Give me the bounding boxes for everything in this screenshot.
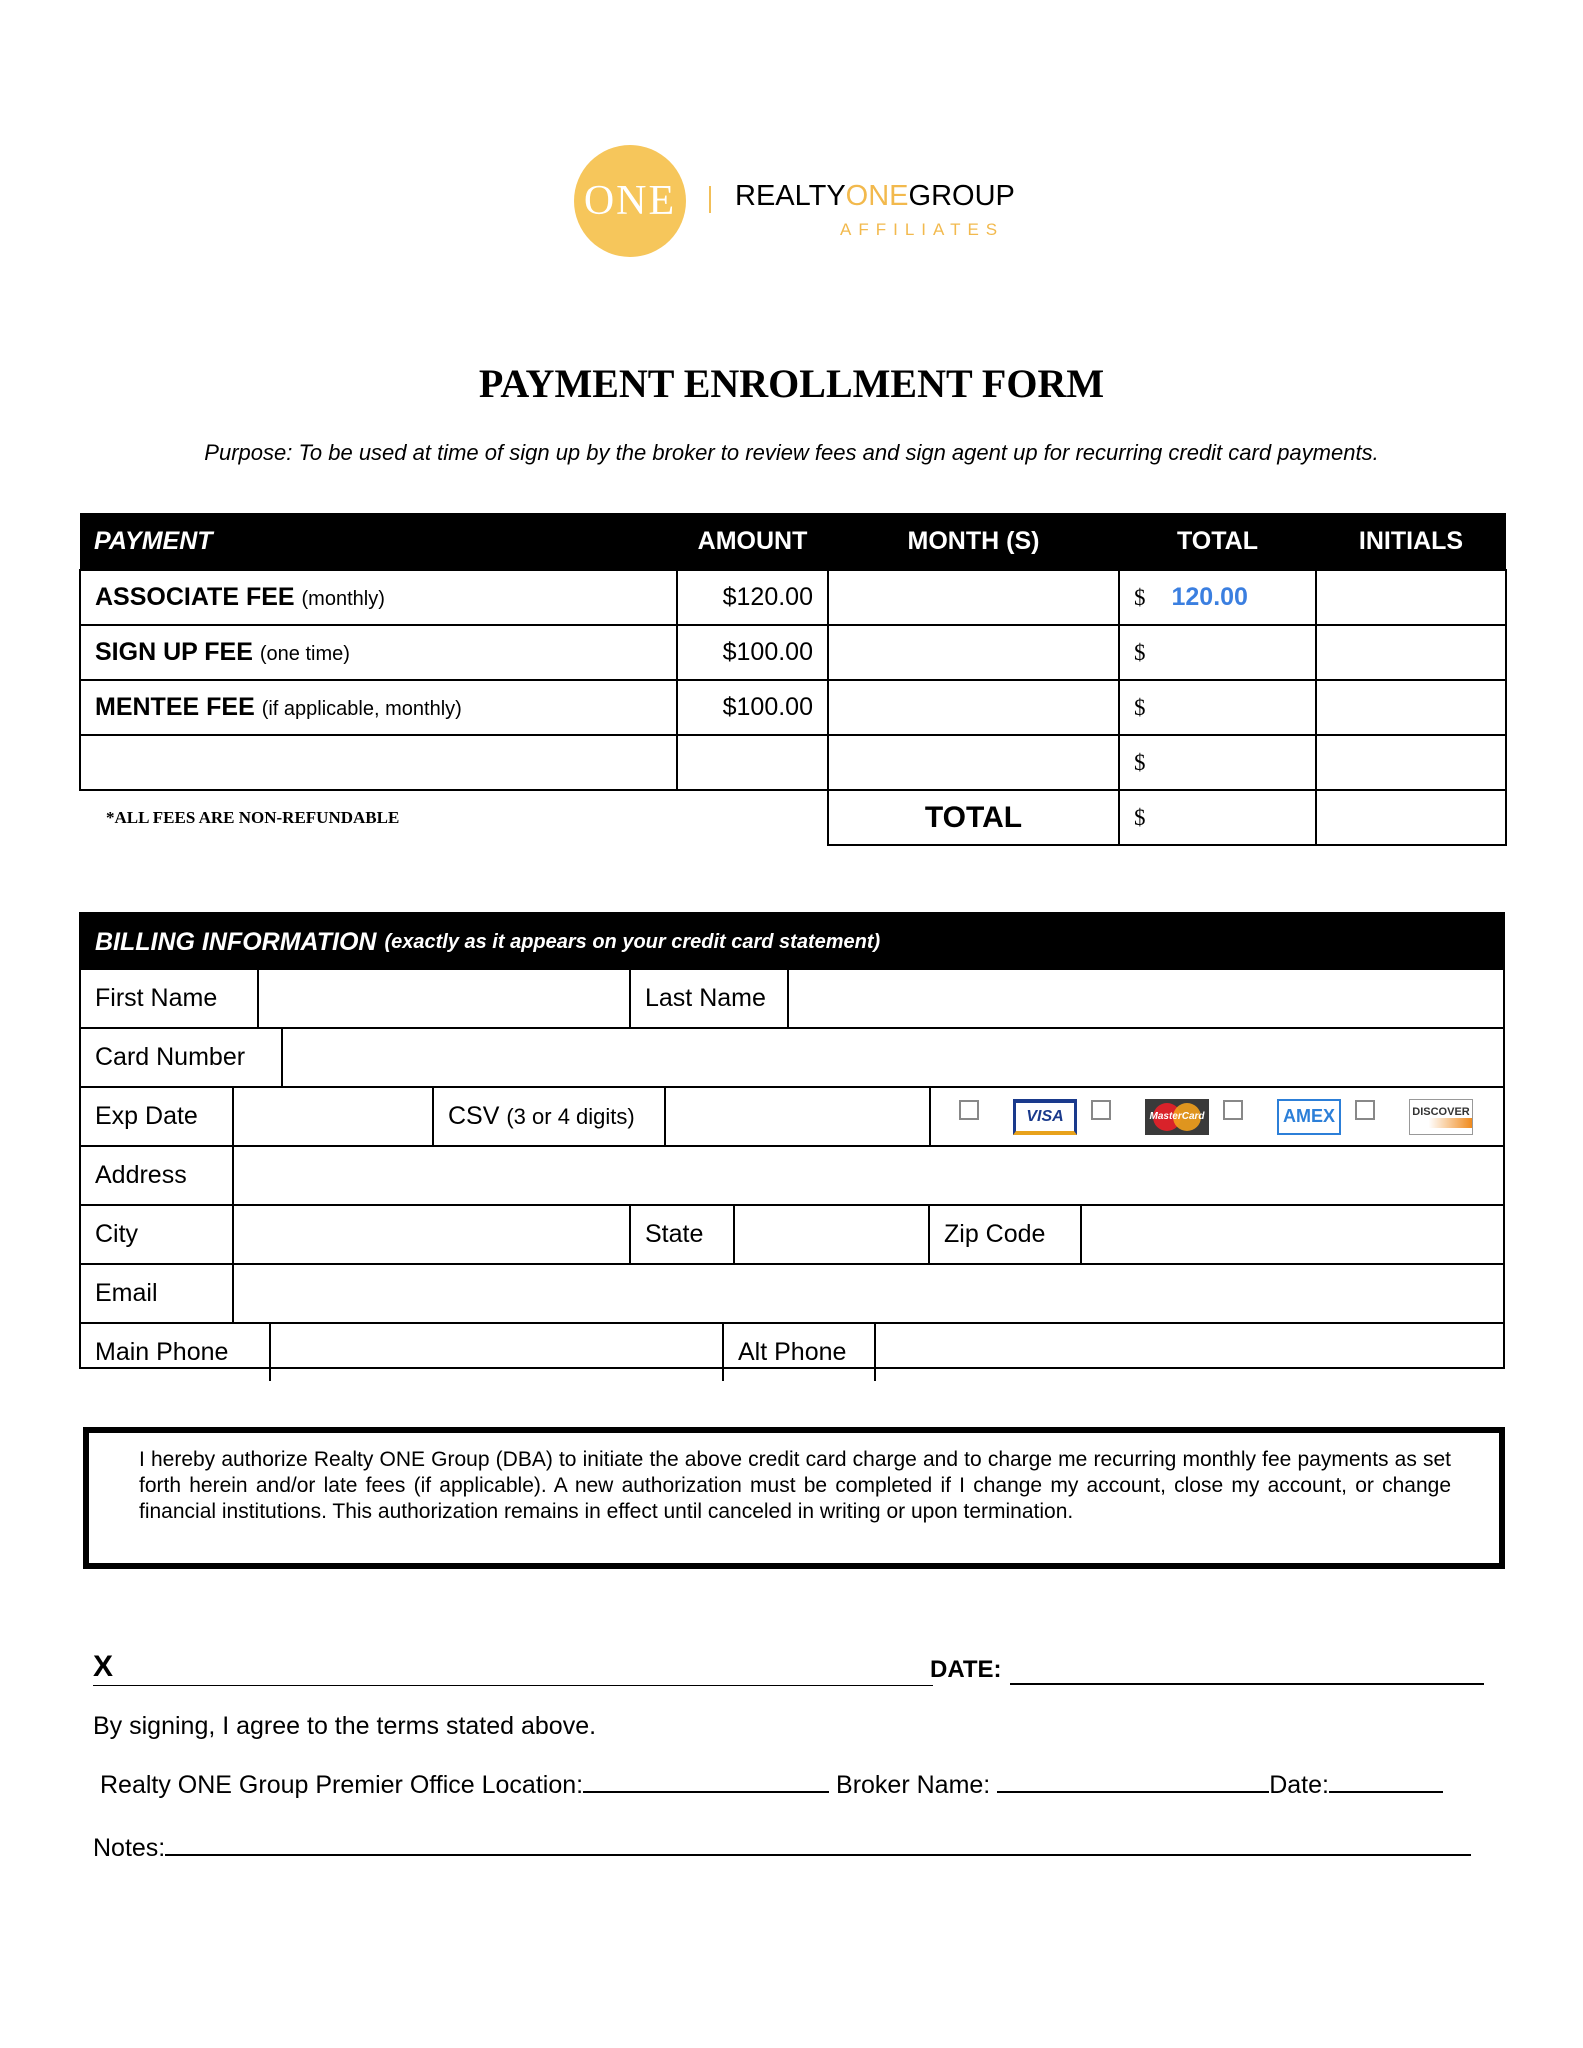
address-field[interactable] [234, 1147, 1503, 1204]
first-name-label: First Name [95, 984, 218, 1012]
initials-field[interactable] [1316, 680, 1506, 735]
initials-field[interactable] [1316, 570, 1506, 625]
zip-code-label: Zip Code [944, 1220, 1046, 1248]
table-row [80, 680, 1506, 735]
broker-name-field[interactable] [997, 1769, 1269, 1793]
header-initials: INITIALS [1316, 513, 1506, 570]
fee-label: SIGN UP FEE (one time) [80, 625, 677, 680]
billing-row-phone [81, 1322, 1503, 1381]
fee-amount: $100.00 [677, 625, 828, 680]
discover-logo-icon: DISCOVER [1409, 1099, 1473, 1135]
fee-label: MENTEE FEE (if applicable, monthly) [80, 680, 677, 735]
city-field[interactable] [234, 1206, 629, 1263]
main-phone-field[interactable] [271, 1324, 722, 1381]
address-label: Address [95, 1161, 187, 1189]
months-field[interactable] [828, 570, 1119, 625]
email-field[interactable] [234, 1265, 1503, 1322]
months-field[interactable] [828, 625, 1119, 680]
grand-total-label: TOTAL [828, 790, 1119, 845]
billing-title: BILLING INFORMATION [95, 927, 377, 956]
email-label: Email [95, 1279, 158, 1307]
notes-label: Notes: [93, 1834, 166, 1862]
city-label: City [95, 1220, 139, 1248]
csv-label: CSV (3 or 4 digits) [448, 1102, 635, 1130]
csv-field[interactable] [666, 1088, 929, 1145]
visa-checkbox[interactable] [959, 1100, 979, 1120]
initials-field[interactable] [1316, 625, 1506, 680]
billing-header [81, 914, 1503, 970]
card-type-options [959, 1088, 1487, 1145]
company-logo [530, 120, 1070, 270]
logo-subtitle: AFFILIATES [840, 220, 1005, 239]
logo-separator [709, 186, 711, 213]
logo-mark: ONE [574, 145, 686, 257]
header-payment: PAYMENT [80, 513, 677, 570]
fee-amount-field[interactable] [677, 735, 828, 790]
billing-row-exp [81, 1086, 1503, 1145]
visa-logo-icon: VISA [1013, 1099, 1077, 1135]
card-number-label: Card Number [95, 1043, 246, 1071]
total-field[interactable]: $ [1119, 680, 1316, 735]
office-broker-line [100, 1769, 1443, 1800]
initials-field[interactable] [1316, 735, 1506, 790]
broker-date-field[interactable] [1329, 1769, 1443, 1793]
broker-name-label: Broker Name: [836, 1771, 991, 1799]
billing-subtitle: (exactly as it appears on your credit card statement) [384, 930, 881, 953]
state-field[interactable] [735, 1206, 928, 1263]
amex-checkbox[interactable] [1223, 1100, 1243, 1120]
billing-row-name [81, 970, 1503, 1027]
grand-total-initials-field[interactable] [1316, 790, 1506, 845]
fee-label-field[interactable] [80, 735, 677, 790]
broker-date-label: Date: [1269, 1771, 1329, 1799]
office-location-label: Realty ONE Group Premier Office Location: [100, 1771, 584, 1799]
agreement-text: By signing, I agree to the terms stated above. [93, 1712, 597, 1740]
amex-logo-icon: AMEX [1277, 1099, 1341, 1135]
table-row [80, 570, 1506, 625]
card-number-field[interactable] [283, 1029, 1503, 1086]
purpose-text: Purpose: To be used at time of sign up by the broker to review fees and sign agent up for recurring credit card payments. [204, 440, 1379, 465]
table-row [80, 735, 1506, 790]
months-field[interactable] [828, 680, 1119, 735]
total-field[interactable]: $ [1119, 625, 1316, 680]
billing-row-city [81, 1204, 1503, 1263]
fee-label: ASSOCIATE FEE (monthly) [80, 570, 677, 625]
billing-section [79, 912, 1505, 1369]
mastercard-logo-icon: MasterCard [1145, 1099, 1209, 1135]
non-refundable-note: *ALL FEES ARE NON-REFUNDABLE [106, 808, 400, 827]
authorization-text: I hereby authorize Realty ONE Group (DBA) to initiate the above credit card charge and to charge me recurring monthly fee payments as set forth herein and/or late fees (if applicable). A new authorization must be completed if I change my account, close my account, or change financial institutions. This authorization remains in effect until canceled in writing or upon termination. [83, 1427, 1505, 1569]
billing-row-address [81, 1145, 1503, 1204]
total-row [80, 790, 1506, 845]
grand-total-field[interactable]: $ [1119, 790, 1316, 845]
total-field[interactable]: $ 120.00 [1119, 570, 1316, 625]
exp-date-label: Exp Date [95, 1102, 198, 1130]
header-total: TOTAL [1119, 513, 1316, 570]
total-field[interactable]: $ [1119, 735, 1316, 790]
signature-date-field[interactable] [1010, 1683, 1484, 1685]
main-phone-label: Main Phone [95, 1338, 229, 1366]
signature-date-label: DATE: [930, 1656, 1002, 1683]
discover-checkbox[interactable] [1355, 1100, 1375, 1120]
alt-phone-field[interactable] [876, 1324, 1503, 1381]
exp-date-field[interactable] [234, 1088, 432, 1145]
header-months: MONTH (S) [828, 513, 1119, 570]
last-name-field[interactable] [789, 970, 1503, 1027]
payment-table [79, 513, 1507, 846]
logo-wordmark: REALTYONEGROUP [735, 180, 1015, 212]
billing-row-email [81, 1263, 1503, 1322]
header-amount: AMOUNT [677, 513, 828, 570]
table-row [80, 625, 1506, 680]
months-field[interactable] [828, 735, 1119, 790]
first-name-field[interactable] [259, 970, 629, 1027]
payment-header-row [80, 513, 1506, 570]
billing-row-card [81, 1027, 1503, 1086]
office-location-field[interactable] [583, 1769, 829, 1793]
fee-amount: $100.00 [677, 680, 828, 735]
mastercard-checkbox[interactable] [1091, 1100, 1111, 1120]
signature-x-mark: X [93, 1650, 114, 1683]
page-title: PAYMENT ENROLLMENT FORM [478, 361, 1105, 406]
alt-phone-label: Alt Phone [738, 1338, 847, 1366]
last-name-label: Last Name [645, 984, 766, 1012]
fee-amount: $120.00 [677, 570, 828, 625]
state-label: State [645, 1220, 704, 1248]
notes-line [93, 1832, 1471, 1863]
signature-line[interactable] [93, 1685, 933, 1686]
notes-field[interactable] [165, 1832, 1471, 1856]
zip-code-field[interactable] [1082, 1206, 1503, 1263]
